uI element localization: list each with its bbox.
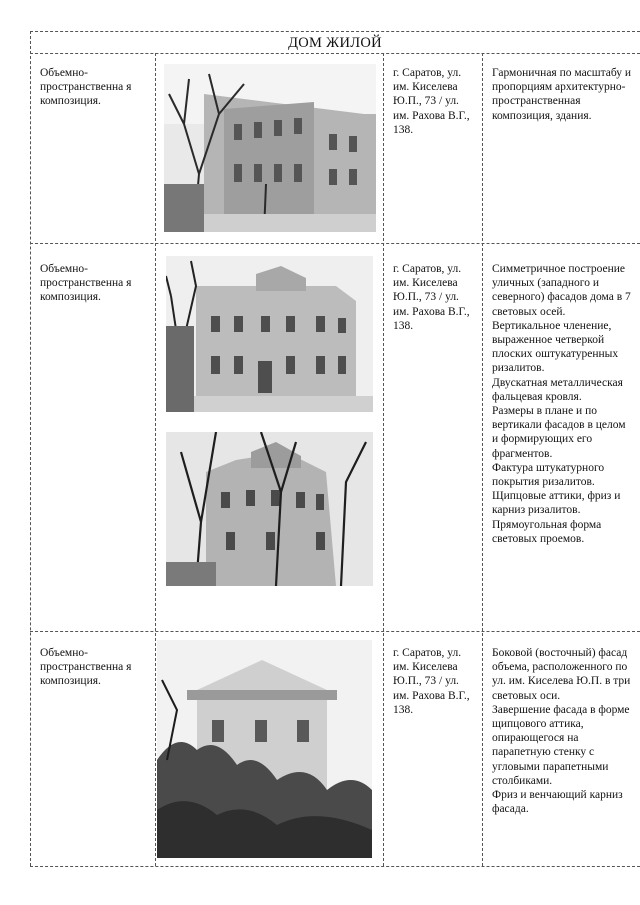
header-bottom-border: [30, 53, 640, 54]
row-divider: [30, 243, 640, 244]
composition-cell: Объемно-пространственна я композиция.: [40, 67, 132, 108]
composition-cell: Объемно-пространственна я композиция.: [40, 647, 132, 688]
description-paragraph: Фактура штукатурного покрытия ризалитов.: [492, 461, 605, 489]
building-photo: [164, 64, 376, 232]
address-cell: г. Саратов, ул. им. Киселева Ю.П., 73 / ул. им. Рахова В.Г., 138.: [393, 67, 470, 136]
row-divider: [30, 631, 640, 632]
description-paragraph: Фриз и венчающий карниз фасада.: [492, 789, 623, 816]
description-paragraph: Размеры в плане и по вертикали фасадов в целом и формирующих его фрагментов.: [492, 405, 626, 460]
description-cell: [492, 646, 632, 816]
address-cell: г. Саратов, ул. им. Киселева Ю.П., 73 / ул. им. Рахова В.Г., 138.: [393, 263, 470, 332]
description-cell: [492, 262, 632, 546]
address-cell: г. Саратов, ул. им. Киселева Ю.П., 73 / ул. им. Рахова В.Г., 138.: [393, 647, 470, 716]
description-paragraph: Двускатная металлическая фальцевая кровля.: [492, 376, 623, 403]
description-paragraph: Завершение фасада в форме щипцового аттика, опирающегося на парапетную стенку с угловыми парапетными столбиками.: [492, 703, 630, 787]
description-paragraph: Гармоничная по масштабу и пропорциям архитектурно-пространственная композиция, здания.: [492, 67, 632, 122]
description-paragraph: Боковой (восточный) фасад объема, расположенного по ул. им. Киселева Ю.П. в три световых оси.: [492, 647, 631, 702]
description-paragraph: Щипцовые аттики, фриз и карниз ризалитов.: [492, 490, 621, 517]
table-bottom-border: [30, 866, 640, 867]
description-paragraph: Симметричное построение уличных (западного и северного) фасадов дома в 7 световых осей.: [492, 263, 631, 318]
table-top-border: [30, 31, 640, 32]
composition-cell: Объемно-пространственна я композиция.: [40, 263, 132, 304]
description-paragraph: Прямоугольная форма световых проемов.: [492, 518, 602, 545]
column-divider: [383, 53, 384, 866]
description-paragraph: Вертикальное членение, выраженное четверкой плоских оштукатуренных ризалитов.: [492, 319, 619, 375]
table-title: ДОМ ЖИЛОЙ: [288, 35, 382, 51]
column-divider: [155, 53, 156, 866]
building-photo: [166, 256, 373, 412]
column-divider: [482, 53, 483, 866]
description-cell: [492, 66, 632, 123]
building-photo: [157, 640, 372, 858]
table-left-border: [30, 31, 31, 866]
building-photo: [166, 432, 373, 586]
